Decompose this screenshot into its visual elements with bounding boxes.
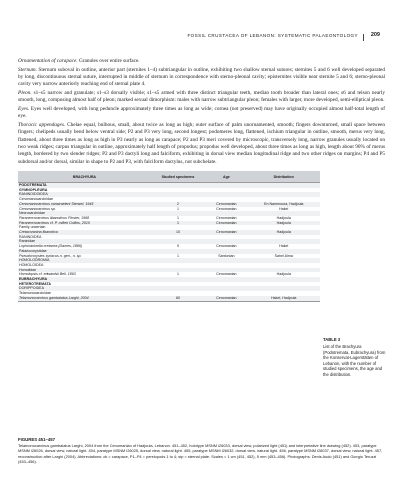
specimens-cell: 10 xyxy=(151,230,205,235)
taxon-cell: PODOTREMATA xyxy=(18,183,151,188)
ornamentation-paragraph xyxy=(18,58,385,65)
specimens-cell: 60 xyxy=(151,296,205,301)
thoracic-text: Chelae equal, bulbous, small, about twice as long as high; outer surface of palm unornamented, smooth; fingers downturned, small space between fingers; chelipeds usually bend below ventral side; P2 and P3 very long, second longest; podomeres long, flattened, ischium triangular in outline, smooth, merus very long, flattened, about three times as long as high in P3 nearly as long as carapace; P2 and P3 meri covered by microscopic, transversely long, narrow granules usually located on two weak ridges; carpus triangular in outline, approximately half length of propodus; propodus well developed, about three times as long as high, length about 90% of merus length, bordered by two slender ridges; P2 and P3 dactyli long and falciform, exhibiting in dorsal view median longitudinal ridge and two other ridges on margins; P4 and P5 subdorsal and/or dorsal, similar in shape to P2 and P3, with falciform dactylus, not subchelate. xyxy=(18,121,385,165)
age-cell: Cenomanian xyxy=(216,206,237,211)
table-caption-text: List of the Brachyura (Podotremata, Eubrachyura) from the Konservat-Lagerstätten of Lebanon, with the number of studied specimens, the age and the distribution. xyxy=(323,344,386,378)
specimens-cell: 1 xyxy=(177,253,180,258)
table-row xyxy=(18,296,320,301)
age-cell: Cenomanian xyxy=(205,230,247,235)
thoracic-paragraph xyxy=(18,122,385,166)
pleon-label: Pleon. xyxy=(18,89,32,96)
thoracic-label: Thoracic appendages. xyxy=(18,121,66,128)
age-cell: Cenomanian xyxy=(205,202,247,207)
running-title: FOSSIL CRUSTACEA OF LEBANON: SYSTEMATIC PALAEONTOLOGY xyxy=(187,33,358,38)
distribution-cell: Hadjoula xyxy=(276,215,291,220)
specimen-table-container xyxy=(18,171,320,302)
taxon-cell: Lophoraninella cretacea (Dames, 1886) xyxy=(19,244,83,249)
column-header-age: Age xyxy=(205,171,247,183)
taxon-cell: RANINOIDOIDEA xyxy=(18,192,151,197)
specimens-cell: 1 xyxy=(177,215,180,220)
figure-caption-text: Telamonocarcinus gambalatus Larghi, 2004 from the Cenomanian of Hadjoula, Lebanon. 451–452, holotype MSNM i26033, dorsal view, polarized light (451) and interpretative line drawing (452). 453, paratype MSNM i26026, dorsal view, natural light. 454, paratype MSNM i26025, dorsal view, natural light. 455, paratype MSNM i26032, dorsal view, natural light. 456, paratype MSNM i26037, dorsal view, natural light. 457, reconstruction after Larghi (2004). Abbreviations: cb = carapace, P1–P4 = pereiopods 1 to 4; stp = sternal plate. Scales = 1 cm (451, 452), 5 mm (453–456). Photographs: Denis Audo (451) and Giorgio Teruzzi (453–456). xyxy=(18,443,383,464)
distribution-cell: Hakel xyxy=(279,206,289,211)
taxon-cell: Paranecrocarcinus cf. P. milleri Collins, 2010 xyxy=(18,221,151,226)
sternum-text: Sternum suboval in outline, anterior part (sternites 1–4) subtriangular in outline, exhibiting two shallow sternal sutures; sternites 5 and 6 well developed separated by long, discontinuous sternal suture, interrupted in middle of sternum in correspondence with sterno-pleonal cavity; episternites visible near sternite 5 and 6; sterno-pleonal cavity very narrow anteriorly reaching end of sternal plate 4. xyxy=(18,66,385,88)
running-header xyxy=(0,30,400,46)
column-header-brachyura: BRACHYURA xyxy=(18,171,151,183)
sternum-paragraph xyxy=(18,67,385,89)
taxon-cell: Cretacoranina libanotica xyxy=(18,230,151,235)
distribution-cell: Hadjoula xyxy=(248,221,321,226)
specimens-cell: 1 xyxy=(177,206,180,211)
column-header-specimens: Studied specimens xyxy=(151,171,205,183)
ornamentation-label: Ornamentation of carapace. xyxy=(18,58,78,64)
taxon-cell: Necrocarcinidae xyxy=(18,211,151,216)
eyes-label: Eyes. xyxy=(18,105,30,112)
taxon-cell: Telamonocarcinidae xyxy=(19,291,51,296)
figure-caption xyxy=(18,437,385,464)
taxon-cell: Pseudocorystes syriacus n. gen., n. sp. xyxy=(19,253,82,258)
taxon-cell: Homolopsis cf. edwardsii Bell, 1863 xyxy=(19,272,76,277)
specimen-table xyxy=(18,171,320,302)
header-separator xyxy=(363,34,364,41)
taxon-cell: HOMOLOIDEA xyxy=(19,262,44,267)
taxon-cell: Homolidae xyxy=(18,268,151,273)
page-number: 209 xyxy=(370,32,380,38)
taxon-cell: Cenomanocarcinidae xyxy=(19,197,53,202)
age-cell: Cenomanian xyxy=(216,272,237,277)
eyes-text: Eyes well developed, with long peduncle approximately three times as long as wide; cornea (not preserved) may have originally occupied almost half-total length of eye. xyxy=(18,105,385,120)
taxon-cell: RANINOIDEA xyxy=(19,234,42,239)
table-body xyxy=(18,183,320,302)
taxon-cell: Paranecrocarcinus libanoticus Förster, 1968 xyxy=(19,215,90,220)
taxon-cell: EUBRACHYURA xyxy=(18,277,151,282)
description-text xyxy=(18,58,385,167)
distribution-cell: Hakel, Hadjoula xyxy=(248,296,321,301)
distribution-cell: Hakel xyxy=(279,244,289,249)
age-cell: Cenomanian xyxy=(216,215,237,220)
pleon-paragraph xyxy=(18,90,385,105)
figure-caption-title: FIGURES 451–457 xyxy=(18,437,56,442)
pleon-text: s1–s5 narrow and granulate; s1–s3 dorsally visible; s1–s5 armed with three distinct triangular teeth, median tooth broader than lateral ones; s6 and telson nearly smooth, long, composing almost half of pleon; marked sexual dimorphism: males with narrow subtriangular pleon; females with larger, more developed, semi-elliptical pleon. xyxy=(18,89,385,104)
taxon-cell: Family uncertain xyxy=(19,225,46,230)
taxon-cell: GYMNOPLEURA xyxy=(19,187,48,192)
sternum-label: Sternum. xyxy=(18,66,37,73)
distribution-cell: Sahel Alma xyxy=(274,253,293,258)
age-cell: Santonian xyxy=(218,253,235,258)
ornamentation-text: Granules over entire surface. xyxy=(77,58,140,64)
distribution-cell: Hadjoula xyxy=(276,272,291,277)
specimens-cell: 9 xyxy=(177,244,180,249)
distribution-cell: En Nammoura, Hadjoula xyxy=(248,202,321,207)
taxon-cell: DORIPPOIDEA xyxy=(18,286,151,291)
taxon-cell: Cenomanocarcinus sp. xyxy=(19,206,56,211)
taxon-cell: Raninidae xyxy=(18,239,151,244)
specimens-cell: 1 xyxy=(177,272,180,277)
age-cell: Cenomanian xyxy=(216,244,237,249)
table-header-row xyxy=(18,171,320,183)
eyes-paragraph xyxy=(18,106,385,121)
taxon-cell: HOMOLODROMIA xyxy=(18,258,151,263)
specimens-cell: 2 xyxy=(151,202,205,207)
taxon-cell: HETEROTREMATA xyxy=(19,281,52,286)
table-caption xyxy=(323,337,387,378)
column-header-distribution: Distribution xyxy=(248,171,321,183)
taxon-cell: Palaeocorystidae xyxy=(18,249,151,254)
taxon-cell: Telamonocarcinus gambalatus Larghi, 2004 xyxy=(18,296,151,301)
taxon-cell: Cenomanocarcinus vanstraeleni Stenzel, 1945 xyxy=(18,202,151,207)
age-cell: Cenomanian xyxy=(205,221,247,226)
specimens-cell: 1 xyxy=(151,221,205,226)
age-cell: Cenomanian xyxy=(205,296,247,301)
distribution-cell: Hadjoula xyxy=(248,230,321,235)
table-caption-title: TABLE 3 xyxy=(323,337,341,342)
